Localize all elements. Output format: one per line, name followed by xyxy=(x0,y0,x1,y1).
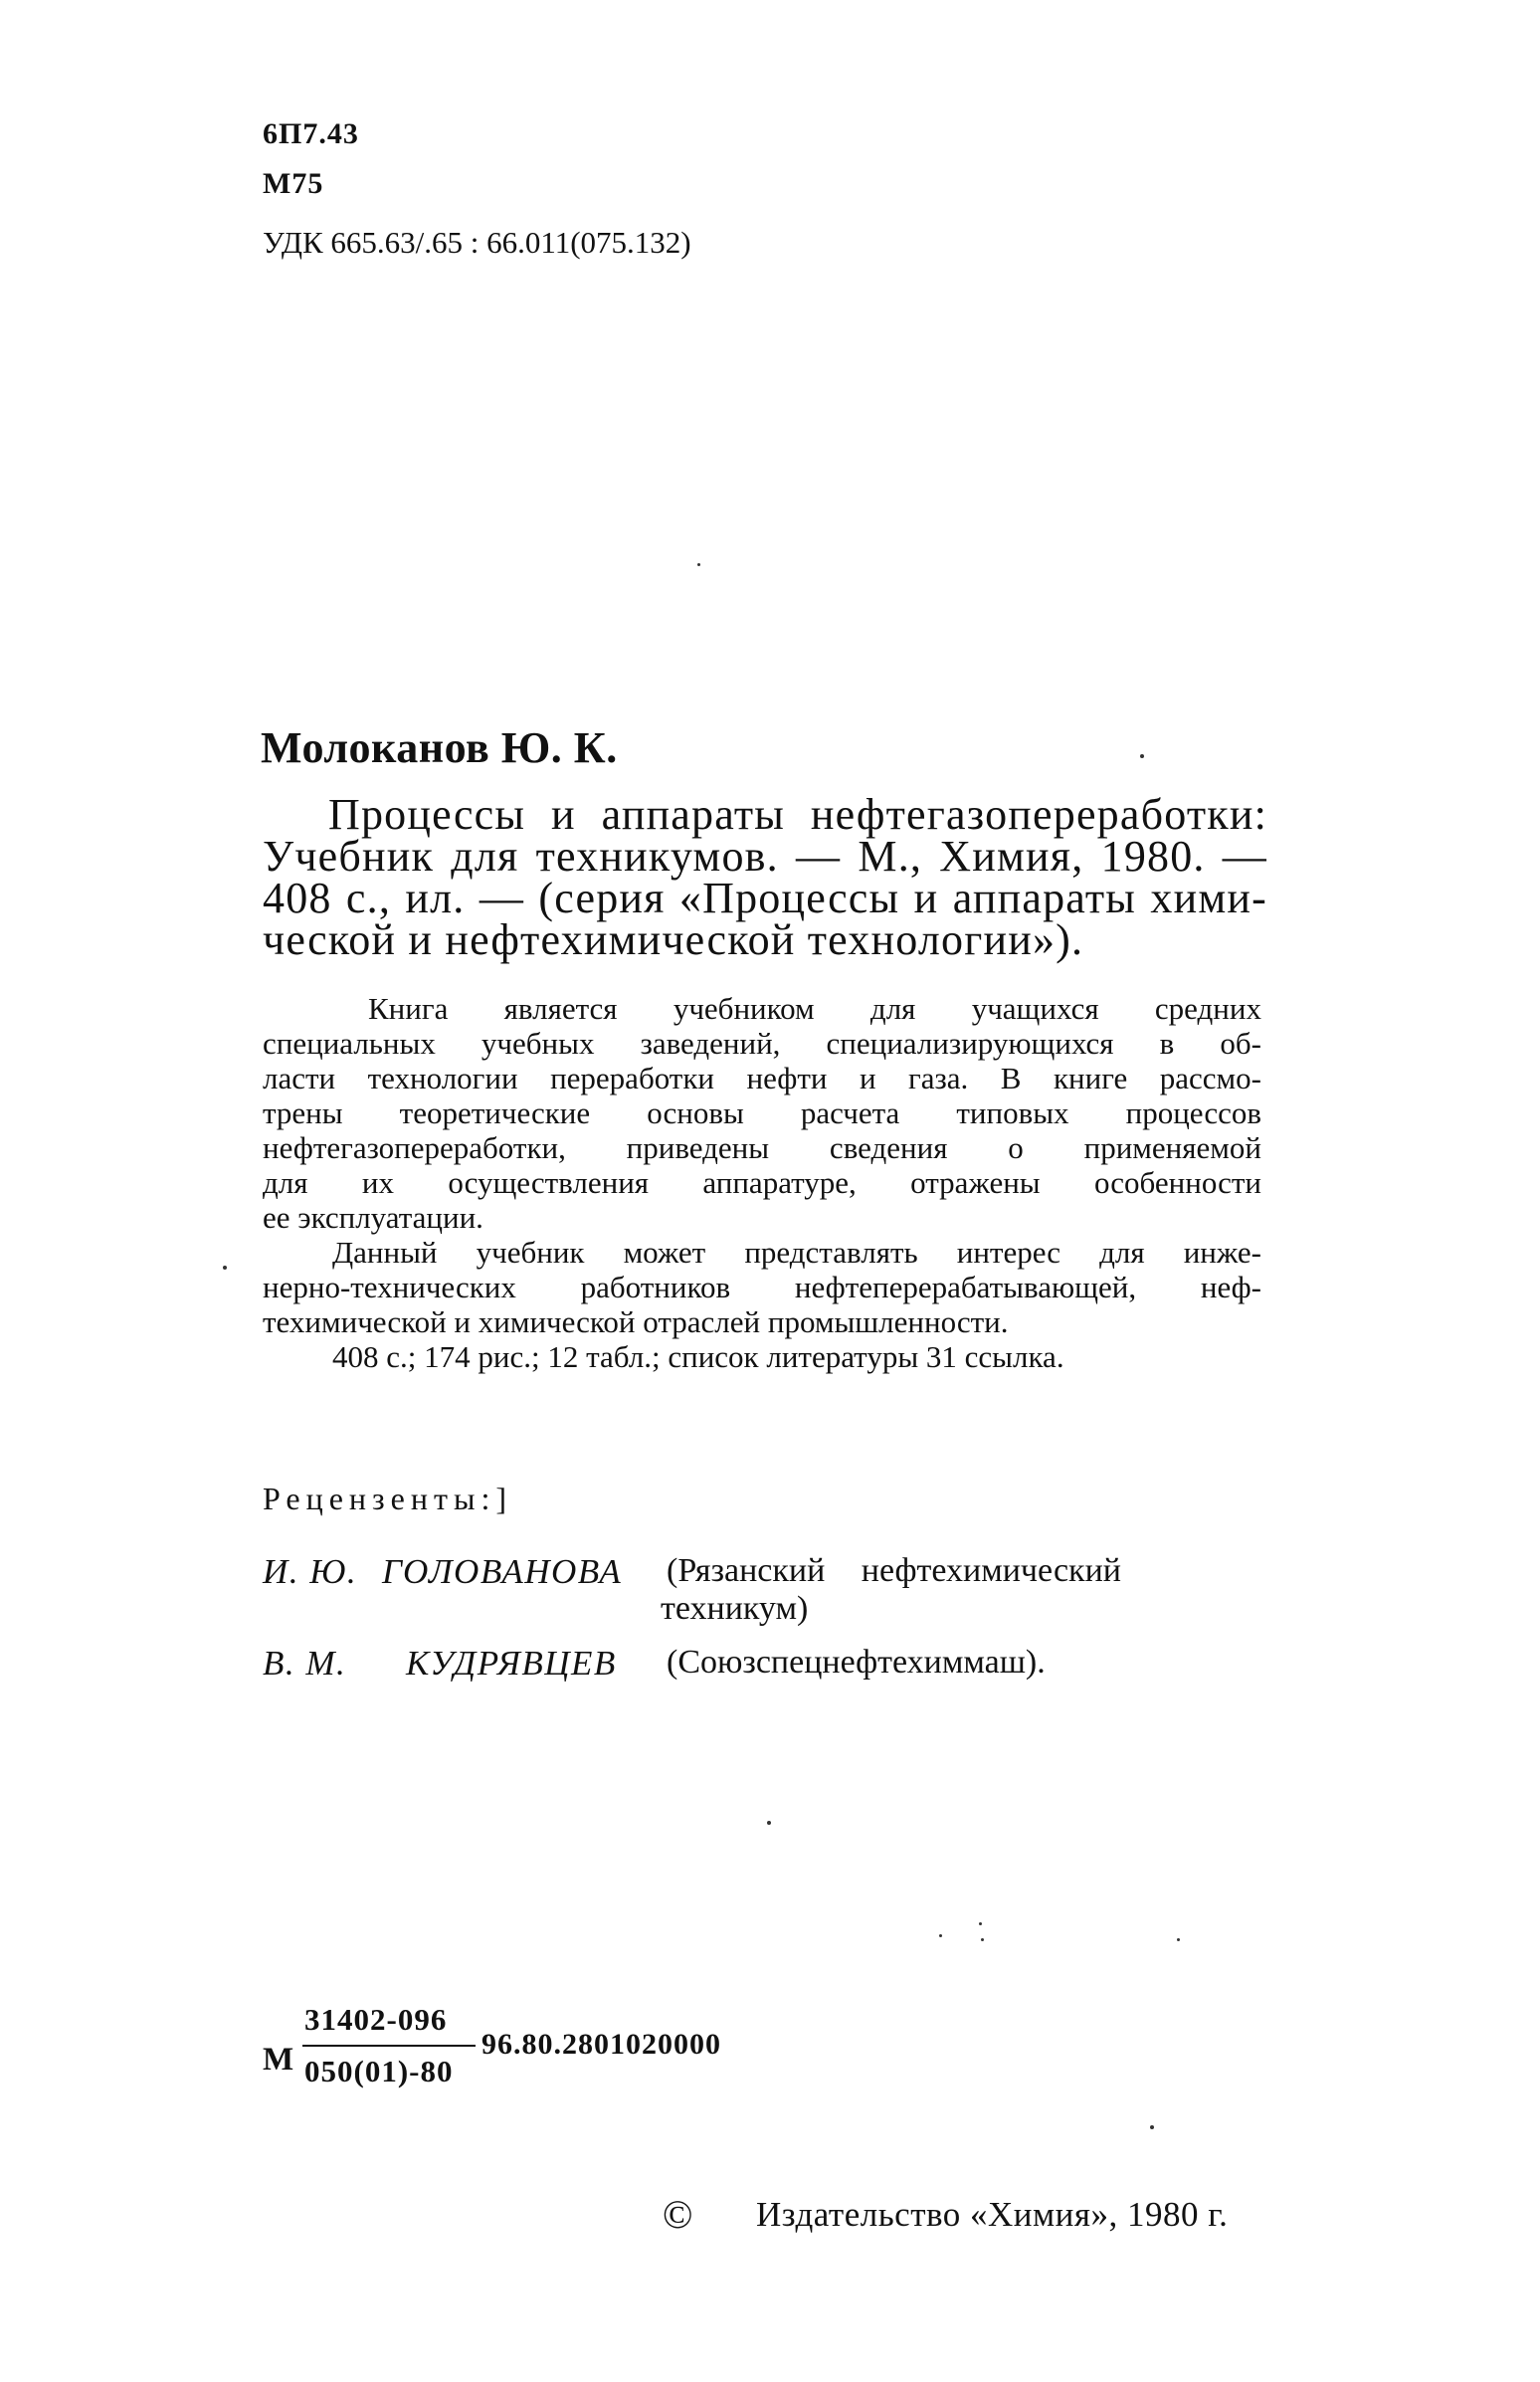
index-denominator: 050(01)-80 xyxy=(304,2054,454,2088)
scan-speck xyxy=(697,563,700,566)
annotation-line: Книга является учебником для учащихся средних xyxy=(368,991,1261,1026)
annotation-line: трены теоретические основы расчета типовых процессов xyxy=(263,1095,1261,1130)
scan-speck xyxy=(1140,754,1144,758)
annotation-line: ее эксплуатации. xyxy=(263,1200,483,1235)
reviewer-organization: (Союзспецнефтехиммаш). xyxy=(667,1644,1046,1681)
index-code: 96.80.2801020000 xyxy=(481,2028,721,2061)
reviewer-organization: (Рязанский нефтехимический xyxy=(667,1552,1121,1589)
copyright-icon: © xyxy=(663,2192,693,2237)
author-mark: М75 xyxy=(263,167,324,200)
scan-speck xyxy=(223,1266,227,1270)
annotation xyxy=(263,991,1261,1374)
reviewer-surname: КУДРЯВЦЕВ xyxy=(406,1644,617,1683)
annotation-line: нерно-технических работников нефтеперерабатывающей, неф- xyxy=(263,1270,1261,1304)
title-line: Учебник для техникумов. — М., Химия, 1980. — xyxy=(263,832,1267,881)
scan-speck xyxy=(1150,2125,1154,2129)
scan-speck xyxy=(979,1922,982,1925)
reviewer-organization: техникум) xyxy=(661,1590,809,1627)
reviewer-surname: ГОЛОВАНОВА xyxy=(382,1552,623,1591)
index-numerator: 31402-096 xyxy=(304,2002,448,2037)
scan-speck xyxy=(1177,1938,1180,1941)
annotation-line: нефтегазопереработки, приведены сведения о применяемой xyxy=(263,1130,1261,1165)
scan-speck xyxy=(981,1938,984,1941)
annotation-line: Данный учебник может представлять интерес для инже- xyxy=(332,1235,1261,1270)
classification-code: 6П7.43 xyxy=(263,117,359,150)
book-author: Молоканов Ю. К. xyxy=(261,723,618,772)
annotation-stats: 408 с.; 174 рис.; 12 табл.; список литературы 31 ссылка. xyxy=(332,1339,1064,1374)
fraction-bar xyxy=(302,2045,476,2047)
scan-speck xyxy=(939,1934,942,1937)
annotation-line: техимической и химической отраслей промышленности. xyxy=(263,1304,1009,1339)
udk-code: УДК 665.63/.65 : 66.011(075.132) xyxy=(263,225,691,260)
title-line: Процессы и аппараты нефтегазопереработки: xyxy=(328,790,1267,839)
annotation-line: ласти технологии переработки нефти и газа. В книге рассмо- xyxy=(263,1061,1261,1095)
scan-speck xyxy=(767,1821,771,1825)
annotation-line: для их осуществления аппаратуре, отражены особенности xyxy=(263,1165,1261,1200)
title-line: 408 с., ил. — (серия «Процессы и аппараты хими- xyxy=(263,874,1267,922)
title-line: ческой и нефтехимической технологии»). xyxy=(263,915,1084,964)
reviewer-initials: В. М. xyxy=(263,1644,347,1683)
reviewer-initials: И. Ю. xyxy=(263,1552,358,1591)
reviewers-heading: Рецензенты:] xyxy=(263,1481,513,1516)
copyright-text: Издательство «Химия», 1980 г. xyxy=(756,2195,1229,2234)
annotation-line: специальных учебных заведений, специализирующихся в об- xyxy=(263,1026,1261,1061)
index-prefix: М xyxy=(263,2042,294,2078)
book-title-block xyxy=(263,790,1267,964)
